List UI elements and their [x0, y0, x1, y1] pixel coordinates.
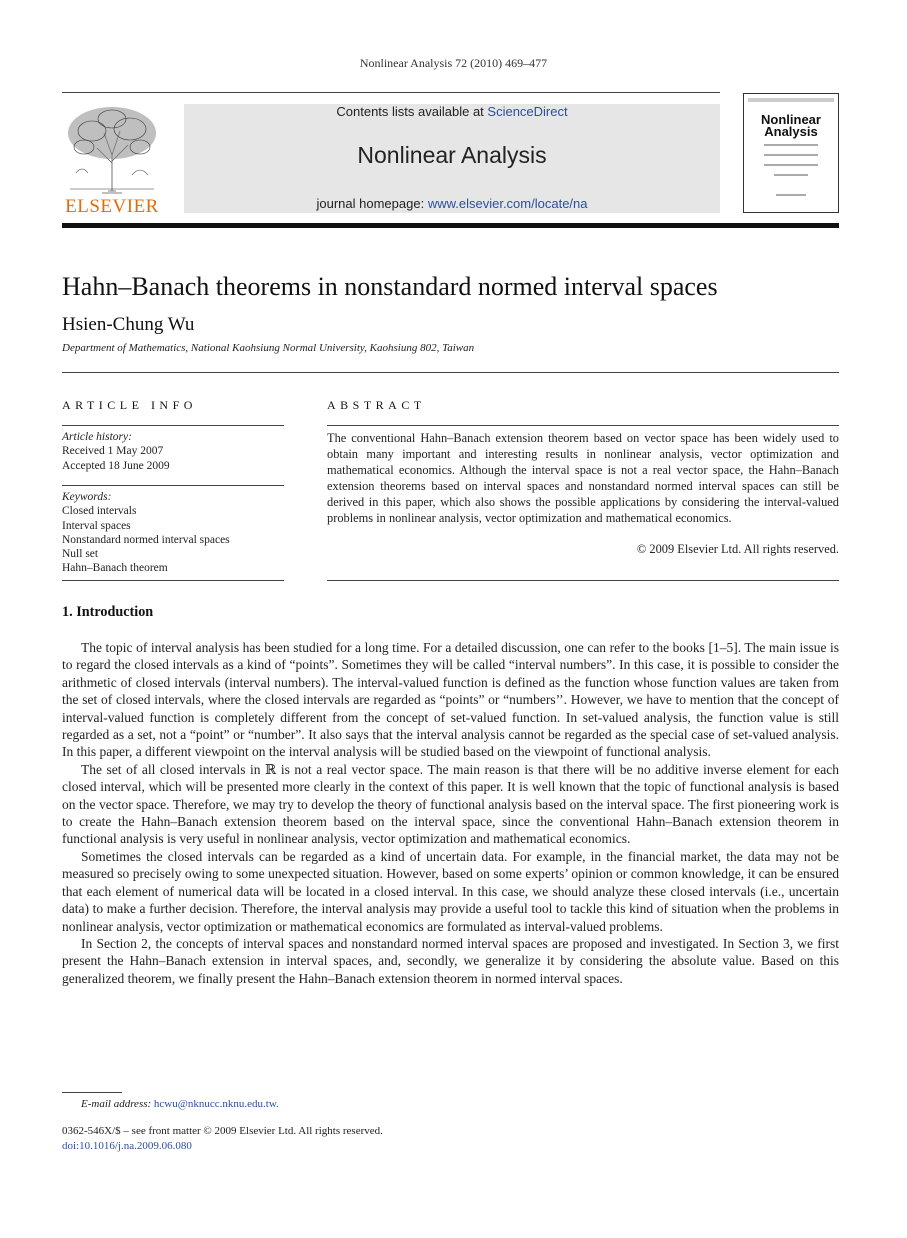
contents-availability: [184, 104, 720, 119]
footnote-rule: [62, 1092, 122, 1093]
cover-title-line1: Nonlinear: [761, 112, 821, 127]
abstract-rule: [327, 580, 839, 581]
email-footnote: [81, 1098, 279, 1110]
article-title: Hahn–Banach theorems in nonstandard normed interval spaces: [62, 272, 718, 301]
body-paragraph: The topic of interval analysis has been studied for a long time. For a detailed discussion, one can refer to the books [1–5]. The main issue is to regard the closed intervals as a kind of “points”. Sometimes they will be called “interval numbers”. In this case, it is possible to consider the arithmetic of closed intervals (interval numbers). The interval-valued function is defined as the function whose function values are taken from the set of closed intervals, where the closed intervals are regarded as “points” or “numbers’’. However, we have to mention that the concept of interval-valued function is completely different from the concept of set-valued function. In set-valued analysis, the function value is still regarded as a set, not a “point” or “number”. It also says that the interval analysis cannot be regarded as the special case of set-valued analysis. In this paper, a different viewpoint on the interval analysis will be studied based on the viewpoint of functional analysis.: [62, 640, 839, 760]
received-date: Received 1 May 2007: [62, 445, 164, 458]
contents-prefix: Contents lists available at: [336, 104, 488, 119]
homepage-link[interactable]: www.elsevier.com/locate/na: [427, 196, 588, 211]
cover-text-line: [774, 174, 808, 176]
abstract-copyright: © 2009 Elsevier Ltd. All rights reserved.: [636, 542, 839, 556]
body-paragraph: Sometimes the closed intervals can be regarded as a kind of uncertain data. For example, in the financial market, the data may not be measured so precisely owing to some unexpected situation. However, based on some experts’ opinion or common knowledge, it can be ensured that each element of numerical data will be located in a closed interval. In this case, we should analyze these closed intervals (i.e., uncertain data) to make a further decision. Therefore, the interval analysis may provide a useful tool to tackle this kind of situation when the problems in nonlinear analysis, vector optimization or mathematical economics are formulated as interval-valued problems.: [62, 848, 839, 934]
keywords-label: Keywords:: [62, 491, 112, 503]
doi-link[interactable]: doi:10.1016/j.na.2009.06.080: [62, 1140, 192, 1152]
keywords-block: [62, 490, 284, 576]
article-info-rule: [62, 425, 284, 426]
cover-band: [748, 98, 834, 102]
keyword-item: Nonstandard normed interval spaces: [62, 533, 230, 546]
journal-cover-thumbnail[interactable]: [743, 93, 839, 213]
elsevier-logo: [62, 103, 162, 217]
abstract-text: The conventional Hahn–Banach extension theorem based on vector space has been widely used to obtain many important and interesting results in nonlinear analysis, vector optimization and mathematical economics. Although the interval space is not a real vector space, the Hahn–Banach extension theorems based on interval spaces and nonstandard normed interval spaces can still be derived in this paper, which also shows the possible applications by considering the interval-valued problems in nonlinear analysis, vector optimization and mathematical economics.: [327, 431, 839, 525]
accepted-date: Accepted 18 June 2009: [62, 459, 170, 472]
header-divider: [62, 92, 720, 93]
cover-text-line: [776, 194, 806, 196]
article-info-rule: [62, 580, 284, 581]
keyword-item: Interval spaces: [62, 519, 131, 532]
cover-title-line2: Analysis: [764, 124, 818, 139]
author-name: Hsien-Chung Wu: [62, 314, 195, 335]
section-heading-introduction: 1. Introduction: [62, 604, 154, 620]
abstract-rule: [327, 425, 839, 426]
email-label: E-mail address:: [81, 1098, 154, 1110]
body-paragraph: The set of all closed intervals in ℝ is not a real vector space. The main reason is that there will be no additive inverse element for each closed interval, which will be presented more clearly in the context of this paper. It is well known that the topic of functional analysis is based on the vector space. Therefore, we may try to develop the theory of functional analysis based on the interval space. The first pioneering work is to create the Hahn–Banach extension theorem based on the interval space, since the conventional Hahn–Banach extension theorem in functional analysis is very useful in nonlinear analysis, vector optimization and mathematical economics.: [62, 761, 839, 847]
header-thick-rule: [62, 223, 839, 228]
body-paragraph: In Section 2, the concepts of interval spaces and nonstandard normed interval spaces are proposed and investigated. In Section 3, we first present the Hahn–Banach extension in interval spaces, and, secondly, we generalize it by considering the absolute value. Based on this generalized theorem, we finally present the Hahn–Banach extension theorem in normed interval spaces.: [62, 935, 839, 986]
homepage-prefix: journal homepage:: [316, 196, 428, 211]
journal-citation: Nonlinear Analysis 72 (2010) 469–477: [359, 56, 548, 70]
introduction-body: [62, 639, 839, 987]
article-history: [62, 430, 284, 473]
sciencedirect-link[interactable]: ScienceDirect: [487, 104, 568, 119]
elsevier-tree-icon: [62, 103, 162, 195]
cover-text-line: [764, 164, 818, 166]
elsevier-wordmark: ELSEVIER: [65, 196, 159, 217]
cover-text-line: [764, 154, 818, 156]
email-link[interactable]: hcwu@nknucc.nknu.edu.tw.: [153, 1098, 279, 1110]
keyword-item: Closed intervals: [62, 505, 137, 518]
abstract-heading: ABSTRACT: [327, 398, 426, 412]
author-affiliation: Department of Mathematics, National Kaohsiung Normal University, Kaohsiung 802, Taiwan: [62, 342, 475, 354]
keyword-item: Hahn–Banach theorem: [62, 562, 168, 575]
journal-name: Nonlinear Analysis: [357, 142, 547, 168]
cover-title: [744, 114, 838, 138]
article-info-rule: [62, 485, 284, 486]
cover-text-line: [764, 144, 818, 146]
issn-line: 0362-546X/$ – see front matter © 2009 Elsevier Ltd. All rights reserved.: [62, 1125, 383, 1137]
keyword-item: Null set: [62, 548, 99, 561]
title-divider: [62, 372, 839, 373]
article-info-heading: ARTICLE INFO: [62, 398, 197, 412]
journal-homepage: [184, 196, 720, 211]
journal-banner: [184, 104, 720, 213]
history-label: Article history:: [62, 431, 132, 443]
